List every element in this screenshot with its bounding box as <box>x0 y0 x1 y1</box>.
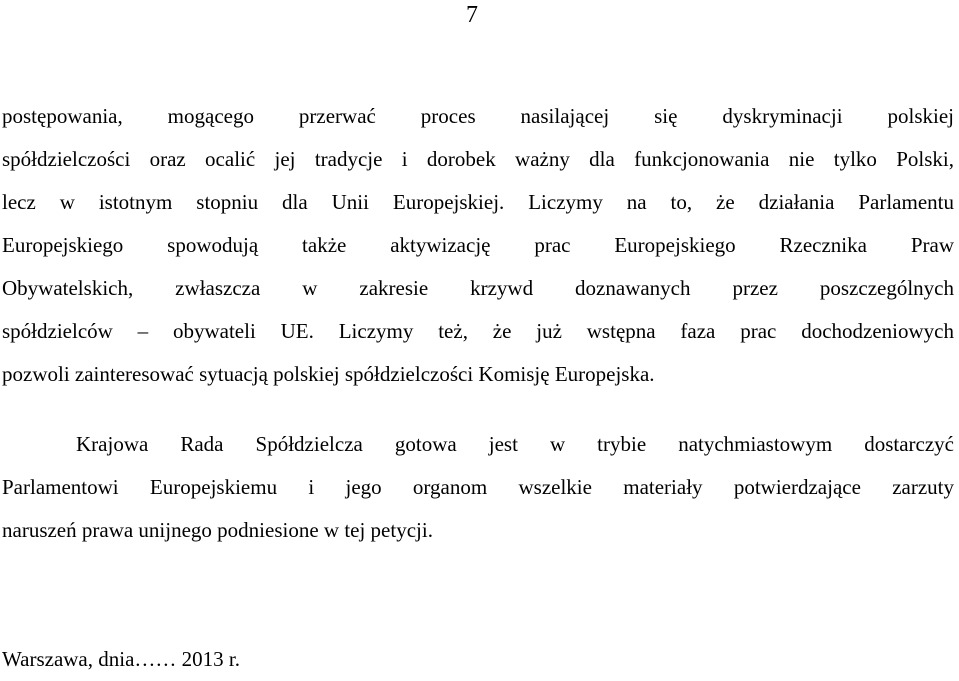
text-line: Krajowa Rada Spółdzielcza gotowa jest w trybie natychmiastowym dostarczyć <box>76 432 954 456</box>
text-line: naruszeń prawa unijnego podniesione w tej petycji. <box>2 518 433 542</box>
text-line: Obywatelskich, zwłaszcza w zakresie krzywd doznawanych przez poszczególnych <box>2 276 954 300</box>
paragraph-2 <box>2 423 954 552</box>
place-and-date: Warszawa, dnia…… 2013 r. <box>2 647 240 671</box>
text-line: Europejskiego spowodują także aktywizację prac Europejskiego Rzecznika Praw <box>2 233 954 257</box>
page-number: 7 <box>466 2 478 28</box>
text-line: postępowania, mogącego przerwać proces nasilającej się dyskryminacji polskiej <box>2 104 954 128</box>
text-line: Parlamentowi Europejskiemu i jego organom wszelkie materiały potwierdzające zarzuty <box>2 475 954 499</box>
text-line: pozwoli zainteresować sytuacją polskiej spółdzielczości Komisję Europejska. <box>2 362 655 386</box>
paragraph-1 <box>2 95 954 396</box>
text-line: spółdzielczości oraz ocalić jej tradycje i dorobek ważny dla funkcjonowania nie tylko Polski, <box>2 147 954 171</box>
text-line: spółdzielców – obywateli UE. Liczymy też, że już wstępna faza prac dochodzeniowych <box>2 319 954 343</box>
text-line: lecz w istotnym stopniu dla Unii Europejskiej. Liczymy na to, że działania Parlamentu <box>2 190 954 214</box>
